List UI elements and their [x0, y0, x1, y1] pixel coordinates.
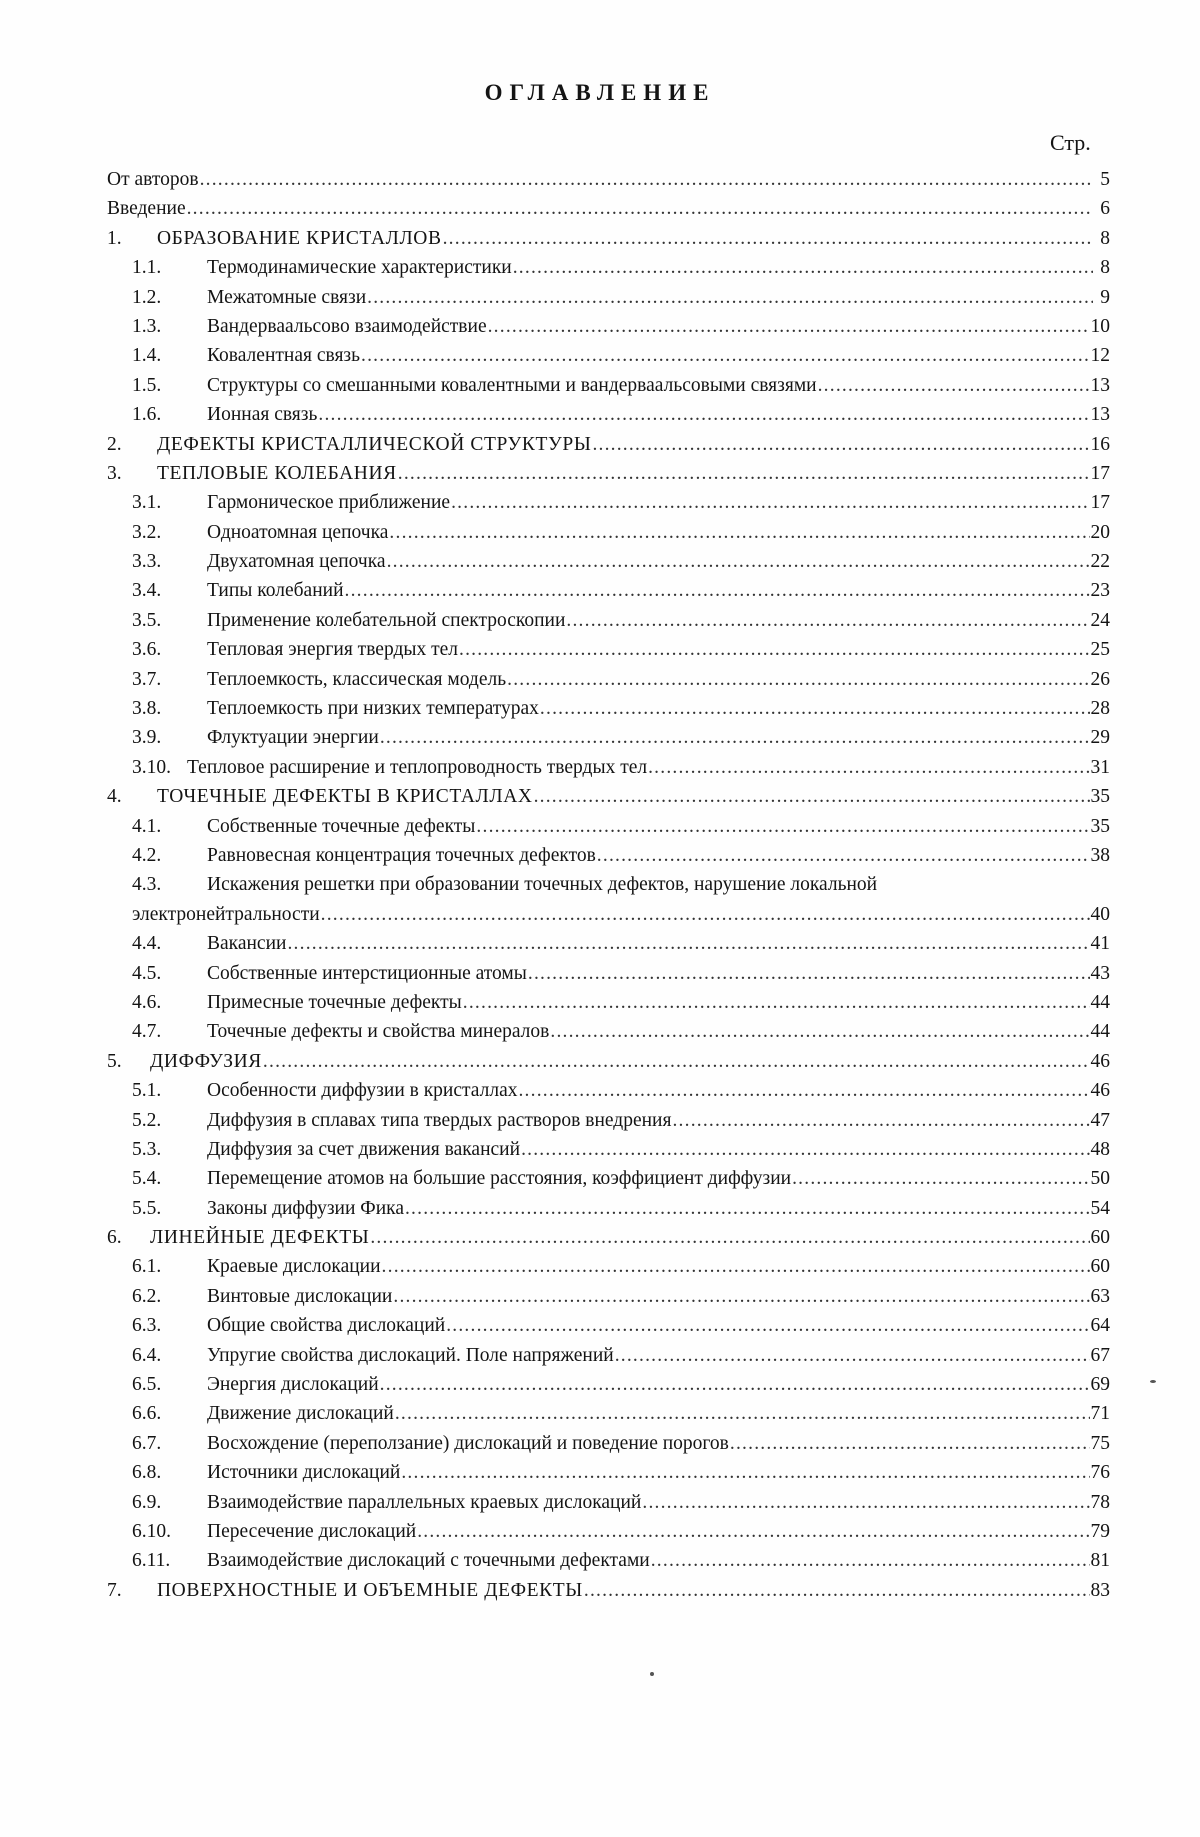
toc-entry-page: 13 — [1090, 404, 1110, 426]
dot-leader — [345, 576, 1090, 605]
toc-entry-page: 67 — [1090, 1344, 1110, 1366]
toc-entry-title: Ионная связь — [207, 404, 318, 426]
dot-leader — [321, 900, 1090, 929]
toc-entry — [0, 224, 1200, 253]
toc-entry — [0, 1223, 1200, 1252]
toc-entry — [0, 1282, 1200, 1311]
toc-entry-title: Упругие свойства дислокаций. Поле напряжений — [207, 1344, 614, 1366]
toc-entry-number: 7. — [107, 1579, 122, 1601]
toc-entry-number: 6.9. — [132, 1491, 162, 1513]
toc-entry — [0, 841, 1200, 870]
toc-entry-page: 54 — [1090, 1197, 1110, 1219]
toc-entry — [0, 812, 1200, 841]
toc-entry — [0, 488, 1200, 517]
dot-leader — [566, 606, 1089, 635]
toc-entry-title: Межатомные связи — [207, 286, 367, 308]
toc-entry-number: 1.6. — [132, 404, 162, 426]
dot-leader — [401, 1458, 1089, 1487]
toc-entry-number: 3.1. — [132, 492, 162, 514]
toc-entry-number: 6.4. — [132, 1344, 162, 1366]
table-of-contents — [0, 165, 1200, 1605]
toc-entry-title: Восхождение (переползание) дислокаций и поведение порогов — [207, 1432, 729, 1454]
toc-entry — [0, 1047, 1200, 1076]
toc-entry-page: 8 — [1100, 257, 1110, 279]
toc-entry-page: 25 — [1090, 639, 1110, 661]
dot-leader — [476, 812, 1089, 841]
toc-entry-number: 3.10. — [132, 756, 171, 778]
dot-leader — [648, 753, 1089, 782]
toc-entry — [0, 1135, 1200, 1164]
toc-entry-number: 3.7. — [132, 668, 162, 690]
toc-entry-title: электронейтральности — [132, 903, 320, 925]
toc-entry-page: 75 — [1090, 1432, 1110, 1454]
toc-entry-number: 5.5. — [132, 1197, 162, 1219]
toc-entry — [0, 165, 1200, 194]
dot-leader — [642, 1488, 1089, 1517]
dot-leader — [318, 400, 1089, 429]
toc-entry-page: 26 — [1090, 668, 1110, 690]
toc-entry-title: Краевые дислокации — [207, 1256, 381, 1278]
dot-leader — [263, 1047, 1090, 1076]
toc-entry-page: 60 — [1090, 1227, 1110, 1249]
toc-entry-page: 12 — [1090, 345, 1110, 367]
toc-entry-number: 3.4. — [132, 580, 162, 602]
toc-entry-title: ТОЧЕЧНЫЕ ДЕФЕКТЫ В КРИСТАЛЛАХ — [157, 786, 533, 808]
toc-entry — [0, 341, 1200, 370]
toc-entry-page: 17 — [1090, 462, 1110, 484]
toc-entry-page: 60 — [1090, 1256, 1110, 1278]
toc-entry — [0, 723, 1200, 752]
toc-entry-title: Введение — [107, 198, 186, 220]
toc-entry-number: 6.5. — [132, 1374, 162, 1396]
toc-entry-title: Энергия дислокаций — [207, 1374, 379, 1396]
toc-entry — [0, 929, 1200, 958]
toc-entry-title: Теплоемкость при низких температурах — [207, 698, 539, 720]
toc-entry — [0, 782, 1200, 811]
toc-entry-number: 6.2. — [132, 1285, 162, 1307]
toc-entry-page: 71 — [1090, 1403, 1110, 1425]
toc-entry-number: 4.3. — [132, 874, 162, 896]
toc-entry-number: 1.2. — [132, 286, 162, 308]
toc-entry — [0, 606, 1200, 635]
toc-entry — [0, 459, 1200, 488]
toc-entry-title: Перемещение атомов на большие расстояния, коэффициент диффузии — [207, 1168, 792, 1190]
toc-entry — [0, 635, 1200, 664]
toc-entry — [0, 1458, 1200, 1487]
toc-entry-page: 35 — [1090, 815, 1110, 837]
toc-entry-page: 16 — [1090, 433, 1110, 455]
toc-entry — [0, 1252, 1200, 1281]
toc-entry-title: Особенности диффузии в кристаллах — [207, 1080, 518, 1102]
toc-entry — [0, 430, 1200, 459]
toc-entry — [0, 1194, 1200, 1223]
toc-entry-title: Винтовые дислокации — [207, 1285, 393, 1307]
dot-leader — [200, 165, 1093, 194]
dot-leader — [370, 1223, 1089, 1252]
toc-entry — [0, 870, 1200, 899]
toc-entry-title: Собственные точечные дефекты — [207, 815, 476, 837]
toc-entry-page: 23 — [1090, 580, 1110, 602]
toc-entry-number: 3.8. — [132, 698, 162, 720]
toc-entry-title: Ковалентная связь — [207, 345, 361, 367]
toc-entry-number: 6.3. — [132, 1315, 162, 1337]
dot-leader — [518, 1076, 1089, 1105]
toc-entry — [0, 1370, 1200, 1399]
toc-entry-title: ТЕПЛОВЫЕ КОЛЕБАНИЯ — [157, 462, 397, 484]
toc-entry-title: Термодинамические характеристики — [207, 257, 512, 279]
toc-entry — [0, 1076, 1200, 1105]
dot-leader — [615, 1341, 1090, 1370]
toc-title: ОГЛАВЛЕНИЕ — [484, 80, 716, 105]
toc-entry-title: ОБРАЗОВАНИЕ КРИСТАЛЛОВ — [157, 227, 442, 249]
toc-entry-page: 31 — [1090, 756, 1110, 778]
toc-entry-number: 6.1. — [132, 1256, 162, 1278]
toc-entry — [0, 665, 1200, 694]
toc-entry-page: 28 — [1090, 698, 1110, 720]
toc-entry-number: 3.5. — [132, 609, 162, 631]
dot-leader — [389, 518, 1089, 547]
toc-entry — [0, 753, 1200, 782]
toc-entry-number: 6.11. — [132, 1550, 171, 1572]
toc-entry-title: Собственные интерстиционные атомы — [207, 962, 527, 984]
toc-entry-page: 17 — [1090, 492, 1110, 514]
toc-entry-page: 83 — [1090, 1579, 1110, 1601]
dot-leader — [550, 1017, 1089, 1046]
toc-entry-number: 3.3. — [132, 551, 162, 573]
toc-entry — [0, 1546, 1200, 1575]
toc-entry-title: Одноатомная цепочка — [207, 521, 389, 543]
dot-leader — [651, 1546, 1090, 1575]
toc-entry-title: Тепловая энергия твердых тел — [207, 639, 458, 661]
toc-entry-page: 8 — [1100, 227, 1110, 249]
toc-entry — [0, 900, 1200, 929]
toc-entry-page: 43 — [1090, 962, 1110, 984]
toc-entry-number: 1. — [107, 227, 122, 249]
toc-entry — [0, 1517, 1200, 1546]
toc-entry — [0, 694, 1200, 723]
toc-entry-title: Движение дислокаций — [207, 1403, 394, 1425]
toc-entry — [0, 312, 1200, 341]
toc-entry-title: Вандерваальсово взаимодействие — [207, 315, 487, 337]
toc-entry-page: 63 — [1090, 1285, 1110, 1307]
toc-entry-title: Взаимодействие параллельных краевых дислокаций — [207, 1491, 642, 1513]
toc-entry-number: 4.2. — [132, 844, 162, 866]
toc-entry-page: 6 — [1100, 198, 1110, 220]
toc-entry — [0, 518, 1200, 547]
toc-entry — [0, 194, 1200, 223]
dot-leader — [540, 694, 1090, 723]
toc-entry-title: Общие свойства дислокаций — [207, 1315, 446, 1337]
toc-entry — [0, 1488, 1200, 1517]
toc-entry-number: 4.4. — [132, 933, 162, 955]
page-column-label: Стр. — [1050, 130, 1091, 155]
dot-leader — [287, 929, 1089, 958]
toc-entry-number: 1.3. — [132, 315, 162, 337]
toc-entry-page: 69 — [1090, 1374, 1110, 1396]
toc-entry — [0, 1341, 1200, 1370]
toc-entry-page: 22 — [1090, 551, 1110, 573]
toc-entry-number: 3.2. — [132, 521, 162, 543]
dot-leader — [521, 1135, 1089, 1164]
dot-leader — [792, 1164, 1089, 1193]
toc-entry-page: 9 — [1100, 286, 1110, 308]
toc-entry — [0, 1576, 1200, 1605]
toc-entry-number: 5. — [107, 1050, 122, 1072]
toc-entry — [0, 959, 1200, 988]
toc-entry-page: 78 — [1090, 1491, 1110, 1513]
toc-entry-page: 79 — [1090, 1520, 1110, 1542]
toc-entry-page: 76 — [1090, 1462, 1110, 1484]
dot-leader — [380, 1370, 1090, 1399]
toc-entry-title: Применение колебательной спектроскопии — [207, 609, 566, 631]
toc-entry — [0, 547, 1200, 576]
toc-entry-number: 6. — [107, 1227, 122, 1249]
toc-entry-page: 46 — [1090, 1050, 1110, 1072]
toc-entry-page: 44 — [1090, 1021, 1110, 1043]
toc-entry — [0, 283, 1200, 312]
toc-entry — [0, 1017, 1200, 1046]
dot-leader — [513, 253, 1093, 282]
toc-entry-title: ДИФФУЗИЯ — [150, 1050, 262, 1072]
dot-leader — [528, 959, 1090, 988]
dot-leader — [417, 1517, 1089, 1546]
dot-leader — [387, 547, 1090, 576]
dot-leader — [367, 283, 1093, 312]
toc-entry-page: 46 — [1090, 1080, 1110, 1102]
dot-leader — [507, 665, 1089, 694]
toc-entry-number: 4.1. — [132, 815, 162, 837]
toc-entry — [0, 1311, 1200, 1340]
toc-entry-number: 1.5. — [132, 374, 162, 396]
dot-leader — [459, 635, 1090, 664]
dot-leader — [592, 430, 1089, 459]
dot-leader — [488, 312, 1090, 341]
toc-entry-title: Точечные дефекты и свойства минералов — [207, 1021, 550, 1043]
toc-entry-title: Искажения решетки при образовании точечных дефектов, нарушение локальной — [207, 874, 878, 896]
toc-entry-page: 48 — [1090, 1138, 1110, 1160]
toc-entry-page: 47 — [1090, 1109, 1110, 1131]
toc-entry-title: Взаимодействие дислокаций с точечными дефектами — [207, 1550, 650, 1572]
dot-leader — [451, 488, 1089, 517]
toc-entry-number: 4.7. — [132, 1021, 162, 1043]
dot-leader — [361, 341, 1089, 370]
toc-entry — [0, 1164, 1200, 1193]
toc-entry — [0, 1429, 1200, 1458]
toc-entry — [0, 253, 1200, 282]
toc-entry-number: 5.4. — [132, 1168, 162, 1190]
toc-entry-title: Диффузия в сплавах типа твердых растворов внедрения — [207, 1109, 672, 1131]
toc-entry-number: 6.10. — [132, 1520, 171, 1542]
toc-entry-number: 4.5. — [132, 962, 162, 984]
dot-leader — [405, 1194, 1090, 1223]
toc-entry-page: 13 — [1090, 374, 1110, 396]
toc-entry-number: 3.9. — [132, 727, 162, 749]
toc-entry-page: 20 — [1090, 521, 1110, 543]
toc-entry-title: Источники дислокаций — [207, 1462, 401, 1484]
toc-entry-title: Теплоемкость, классическая модель — [207, 668, 507, 690]
toc-entry-number: 1.1. — [132, 257, 162, 279]
dot-leader — [597, 841, 1090, 870]
toc-entry-title: Вакансии — [207, 933, 287, 955]
toc-entry — [0, 371, 1200, 400]
toc-entry-page: 44 — [1090, 991, 1110, 1013]
dot-leader — [463, 988, 1090, 1017]
toc-entry-number: 1.4. — [132, 345, 162, 367]
toc-entry-page: 35 — [1090, 786, 1110, 808]
toc-entry-page: 41 — [1090, 933, 1110, 955]
toc-entry-number: 5.3. — [132, 1138, 162, 1160]
toc-entry-number: 3.6. — [132, 639, 162, 661]
toc-entry — [0, 988, 1200, 1017]
scan-speck — [650, 1672, 654, 1676]
dot-leader — [382, 1252, 1090, 1281]
toc-entry-page: 50 — [1090, 1168, 1110, 1190]
toc-entry-title: Двухатомная цепочка — [207, 551, 386, 573]
toc-entry-number: 5.2. — [132, 1109, 162, 1131]
dot-leader — [584, 1576, 1090, 1605]
toc-entry-title: ПОВЕРХНОСТНЫЕ И ОБЪЕМНЫЕ ДЕФЕКТЫ — [157, 1579, 583, 1601]
toc-entry-page: 81 — [1090, 1550, 1110, 1572]
toc-entry-page: 24 — [1090, 609, 1110, 631]
dot-leader — [443, 224, 1093, 253]
toc-entry-title: Гармоническое приближение — [207, 492, 451, 514]
dot-leader — [393, 1282, 1089, 1311]
toc-entry-number: 6.6. — [132, 1403, 162, 1425]
toc-entry-number: 3. — [107, 462, 122, 484]
toc-entry-title: Флуктуации энергии — [207, 727, 379, 749]
dot-leader — [730, 1429, 1090, 1458]
toc-entry-title: ДЕФЕКТЫ КРИСТАЛЛИЧЕСКОЙ СТРУКТУРЫ — [157, 433, 592, 455]
toc-entry-page: 40 — [1090, 903, 1110, 925]
toc-entry-number: 2. — [107, 433, 122, 455]
toc-entry — [0, 1106, 1200, 1135]
toc-entry-page: 5 — [1100, 169, 1110, 190]
toc-entry-title: Равновесная концентрация точечных дефектов — [207, 844, 596, 866]
dot-leader — [672, 1106, 1089, 1135]
dot-leader — [534, 782, 1090, 811]
toc-entry-number: 4. — [107, 786, 122, 808]
toc-entry-page: 29 — [1090, 727, 1110, 749]
toc-entry-page: 64 — [1090, 1315, 1110, 1337]
toc-entry-page: 38 — [1090, 844, 1110, 866]
toc-entry-title: От авторов — [107, 169, 199, 190]
toc-entry — [0, 1399, 1200, 1428]
toc-entry-number: 6.7. — [132, 1432, 162, 1454]
dot-leader — [446, 1311, 1089, 1340]
dot-leader — [818, 371, 1090, 400]
toc-entry-number: 4.6. — [132, 991, 162, 1013]
toc-entry-title: Диффузия за счет движения вакансий — [207, 1138, 521, 1160]
toc-entry-title: Законы диффузии Фика — [207, 1197, 404, 1219]
dot-leader — [187, 194, 1093, 223]
toc-entry-title: Тепловое расширение и теплопроводность твердых тел — [187, 756, 648, 778]
toc-entry — [0, 400, 1200, 429]
toc-entry-title: Примесные точечные дефекты — [207, 991, 462, 1013]
toc-entry — [0, 576, 1200, 605]
dot-leader — [398, 459, 1090, 488]
toc-entry-number: 5.1. — [132, 1080, 162, 1102]
dot-leader — [395, 1399, 1090, 1428]
toc-entry-page: 10 — [1090, 315, 1110, 337]
toc-entry-title: Типы колебаний — [207, 580, 344, 602]
dot-leader — [380, 723, 1090, 752]
toc-entry-title: ЛИНЕЙНЫЕ ДЕФЕКТЫ — [150, 1227, 370, 1249]
scan-speck — [1150, 1380, 1156, 1383]
toc-entry-title: Структуры со смешанными ковалентными и вандерваальсовыми связями — [207, 374, 817, 396]
toc-entry-title: Пересечение дислокаций — [207, 1520, 417, 1542]
toc-entry-number: 6.8. — [132, 1462, 162, 1484]
